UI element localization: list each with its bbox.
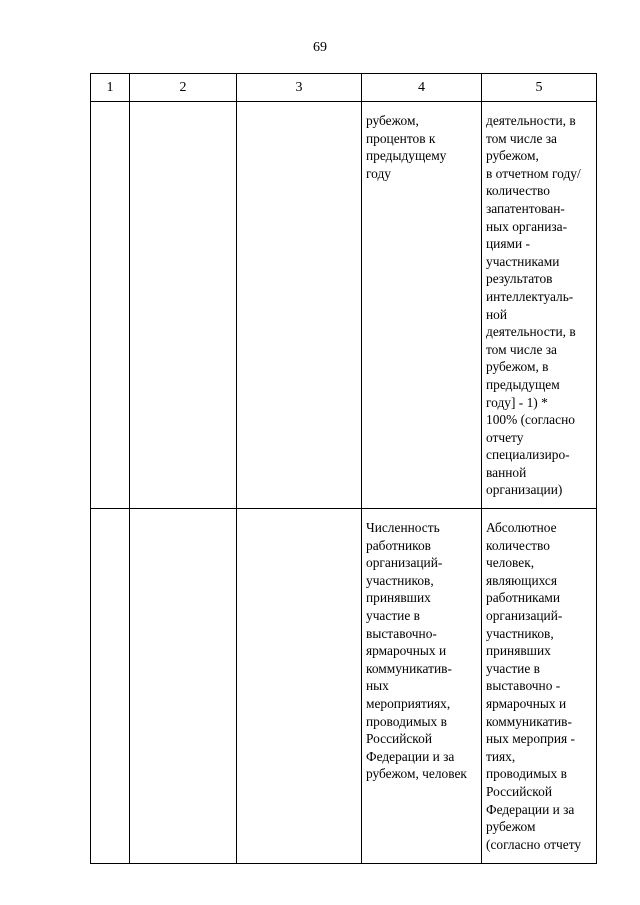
table-cell-col4 — [362, 509, 482, 864]
table-cell-col5 — [482, 509, 597, 864]
table-cell-col3 — [237, 102, 362, 509]
indicator-name-text: Численность работников организаций- участников, принявших участие в выставочно- ярмарочных и коммуникатив- ных мероприятиях, проводимых в Российской Федерации и за рубежом, человек — [366, 520, 467, 782]
header-cell-5: 5 — [482, 74, 597, 102]
table-cell-col5 — [482, 102, 597, 509]
table-cell-col2 — [130, 102, 237, 509]
calculation-method-text: деятельности, в том числе за рубежом, в отчетном году/ количество запатентован- ных организа- циями - участниками результатов интеллектуаль- ной деятельности, в том числе за рубежом, в предыдущем году] - 1) * 100% (согласно отчету специализиро- ванной организации) — [486, 113, 581, 498]
header-cell-3: 3 — [237, 74, 362, 102]
table-cell-col1 — [91, 102, 130, 509]
page-number: 69 — [313, 40, 327, 55]
indicator-name-text: рубежом, процентов к предыдущему году — [366, 113, 447, 181]
table-row — [91, 102, 597, 509]
indicator-table — [90, 73, 597, 864]
table-cell-col2 — [130, 509, 237, 864]
header-cell-2: 2 — [130, 74, 237, 102]
calculation-method-text: Абсолютное количество человек, являющихся работниками организаций- участников, принявших участие в выставочно - ярмарочных и коммуникатив- ных мероприя - тиях, проводимых в Российской Федерации и за рубежом (согласно отчету — [486, 520, 582, 852]
header-cell-1: 1 — [91, 74, 130, 102]
table-header-row — [91, 74, 597, 102]
table-row — [91, 509, 597, 864]
table-cell-col4 — [362, 102, 482, 509]
table-cell-col3 — [237, 509, 362, 864]
header-cell-4: 4 — [362, 74, 482, 102]
table-cell-col1 — [91, 509, 130, 864]
